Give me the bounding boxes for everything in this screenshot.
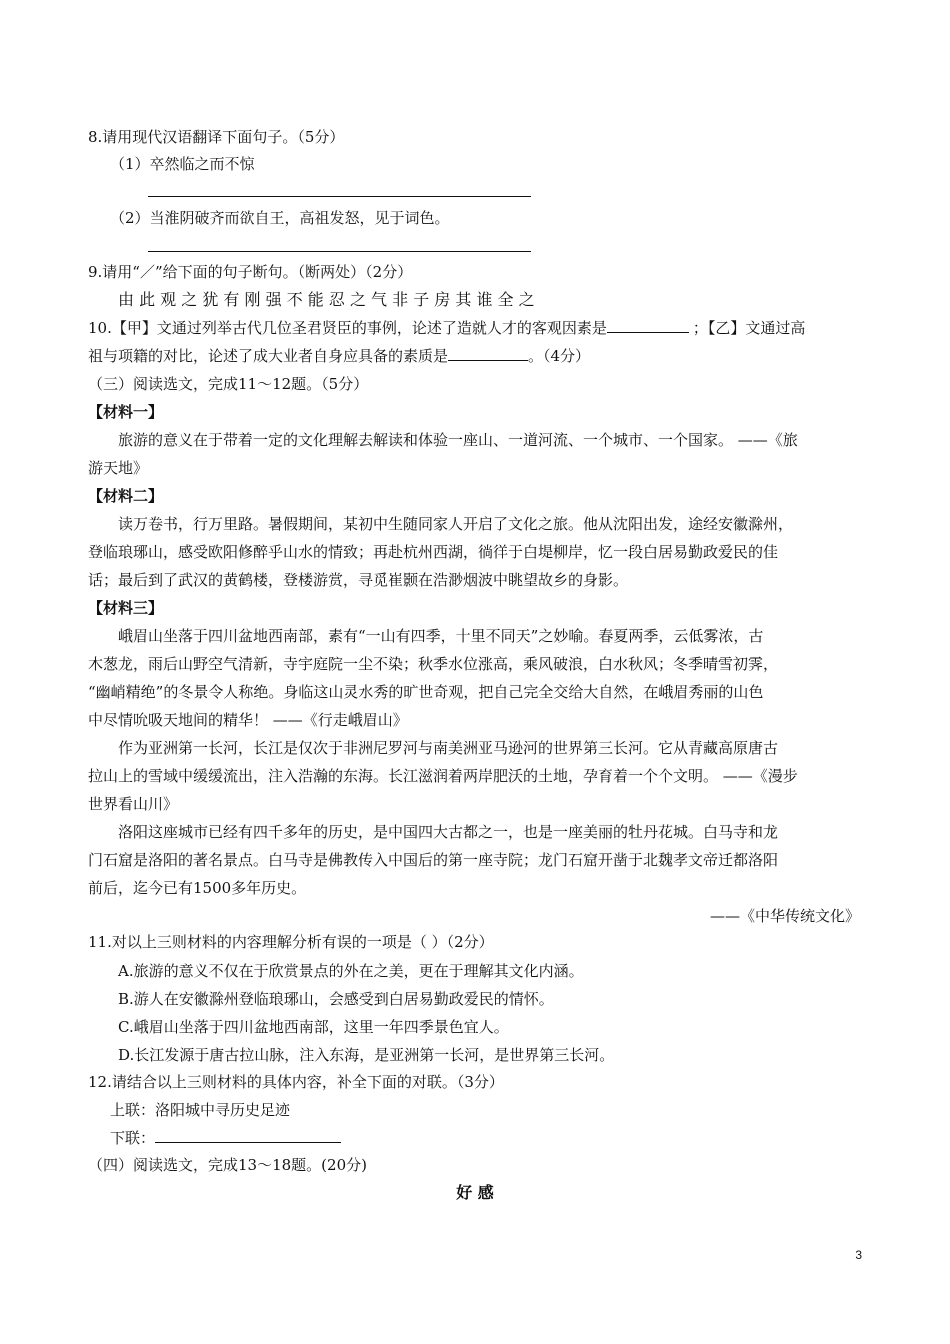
q11-stem: 11.对以上三则材料的内容理解分析有误的一项是（ ）（2分）	[88, 933, 494, 951]
q10-line-2	[88, 346, 590, 366]
material-3-line: 峨眉山坐落于四川盆地西南部，素有“一山有四季，十里不同天”之妙喻。春夏两季，云低雾浓，古	[118, 627, 764, 645]
q8-sentence-1: （1）卒然临之而不惊	[110, 155, 255, 173]
q8-sentence-2: （2）当淮阴破齐而欲自王，高祖发怒，见于词色。	[110, 209, 450, 227]
material-1-line: 游天地》	[88, 459, 149, 477]
q10-blank-1[interactable]	[607, 318, 689, 333]
material-2-title: 【材料二】	[88, 487, 164, 505]
q8-answer-line-2[interactable]	[148, 251, 531, 252]
q11-option-c[interactable]: C.峨眉山坐落于四川盆地西南部，这里一年四季景色宜人。	[118, 1018, 509, 1036]
material-3-line: 木葱龙，雨后山野空气清新，寺宇庭院一尘不染；秋季水位涨高，乘风破浪，白水秋风；冬季晴雪初霁，	[88, 655, 779, 673]
q10-text-2: ；【乙】文通过高	[692, 319, 806, 337]
q11-option-b[interactable]: B.游人在安徽滁州登临琅琊山，会感受到白居易勤政爱民的情怀。	[118, 990, 554, 1008]
material-3-line: 门石窟是洛阳的著名景点。白马寺是佛教传入中国后的第一座寺院；龙门石窟开凿于北魏孝文帝迁都洛阳	[88, 851, 779, 869]
q12-stem: 12.请结合以上三则材料的具体内容，补全下面的对联。（3分）	[88, 1073, 504, 1091]
q12-lower-label: 下联：	[110, 1129, 156, 1147]
article-title: 好 感	[456, 1183, 494, 1202]
material-3-line: 作为亚洲第一长河，长江是仅次于非洲尼罗河与南美洲亚马逊河的世界第三长河。它从青藏高原唐古	[118, 739, 779, 757]
q11-option-a[interactable]: A.旅游的意义不仅在于欣赏景点的外在之美，更在于理解其文化内涵。	[118, 962, 584, 980]
q8-answer-line-1[interactable]	[148, 196, 531, 197]
q10-text-1: 10.【甲】文通过列举古代几位圣君贤臣的事例，论述了造就人才的客观因素是	[88, 319, 607, 337]
q12-lower-couplet	[110, 1128, 341, 1148]
material-3-line: 拉山上的雪域中缓缓流出，注入浩瀚的东海。长江滋润着两岸肥沃的土地，孕育着一个个文明。 ——《漫步	[88, 767, 798, 785]
q11-option-d[interactable]: D.长江发源于唐古拉山脉，注入东海，是亚洲第一长河，是世界第三长河。	[118, 1046, 615, 1064]
q8-stem: 8.请用现代汉语翻译下面句子。（5分）	[88, 128, 345, 146]
material-1-line: 旅游的意义在于带着一定的文化理解去解读和体验一座山、一道河流、一个城市、一个国家。 ——《旅	[118, 431, 798, 449]
q9-stem: 9.请用“／”给下面的句子断句。（断两处）（2分）	[88, 263, 413, 281]
section-3-heading: （三）阅读选文，完成11～12题。（5分）	[88, 375, 369, 393]
material-1-title: 【材料一】	[88, 403, 164, 421]
q10-line-1	[88, 318, 805, 338]
material-3-line: 前后，迄今已有1500多年历史。	[88, 879, 307, 897]
material-3-line: 中尽情吮吸天地间的精华！ ——《行走峨眉山》	[88, 711, 408, 729]
q10-blank-2[interactable]	[448, 346, 528, 361]
q10-text-3: 祖与项籍的对比，论述了成大业者自身应具备的素质是	[88, 347, 449, 365]
q12-answer-line[interactable]	[155, 1128, 341, 1143]
material-2-line: 话；最后到了武汉的黄鹤楼，登楼游赏，寻觅崔颢在浩渺烟波中眺望故乡的身影。	[88, 571, 629, 589]
material-3-line: “幽峭精绝”的冬景令人称绝。身临这山灵水秀的旷世奇观，把自己完全交给大自然，在峨眉秀丽的山色	[88, 683, 764, 701]
q9-sentence: 由 此 观 之 犹 有 刚 强 不 能 忍 之 气 非 子 房 其 谁 全 之	[118, 290, 535, 309]
material-3-title: 【材料三】	[88, 599, 164, 617]
q12-upper-couplet: 上联：洛阳城中寻历史足迹	[110, 1101, 291, 1119]
material-2-line: 读万卷书，行万里路。暑假期间，某初中生随同家人开启了文化之旅。他从沈阳出发，途经安徽滁州，	[118, 515, 794, 533]
section-4-heading: （四）阅读选文，完成13～18题。(20分)	[88, 1156, 367, 1174]
material-2-line: 登临琅琊山，感受欧阳修醉乎山水的情致；再赴杭州西湖，徜徉于白堤柳岸，忆一段白居易勤政爱民的佳	[88, 543, 779, 561]
page-number: 3	[855, 1248, 862, 1262]
material-3-source: ——《中华传统文化》	[709, 907, 860, 925]
material-3-line: 洛阳这座城市已经有四千多年的历史，是中国四大古都之一，也是一座美丽的牡丹花城。白马寺和龙	[118, 823, 779, 841]
q10-text-4: 。（4分）	[528, 347, 591, 365]
material-3-line: 世界看山川》	[88, 795, 179, 813]
